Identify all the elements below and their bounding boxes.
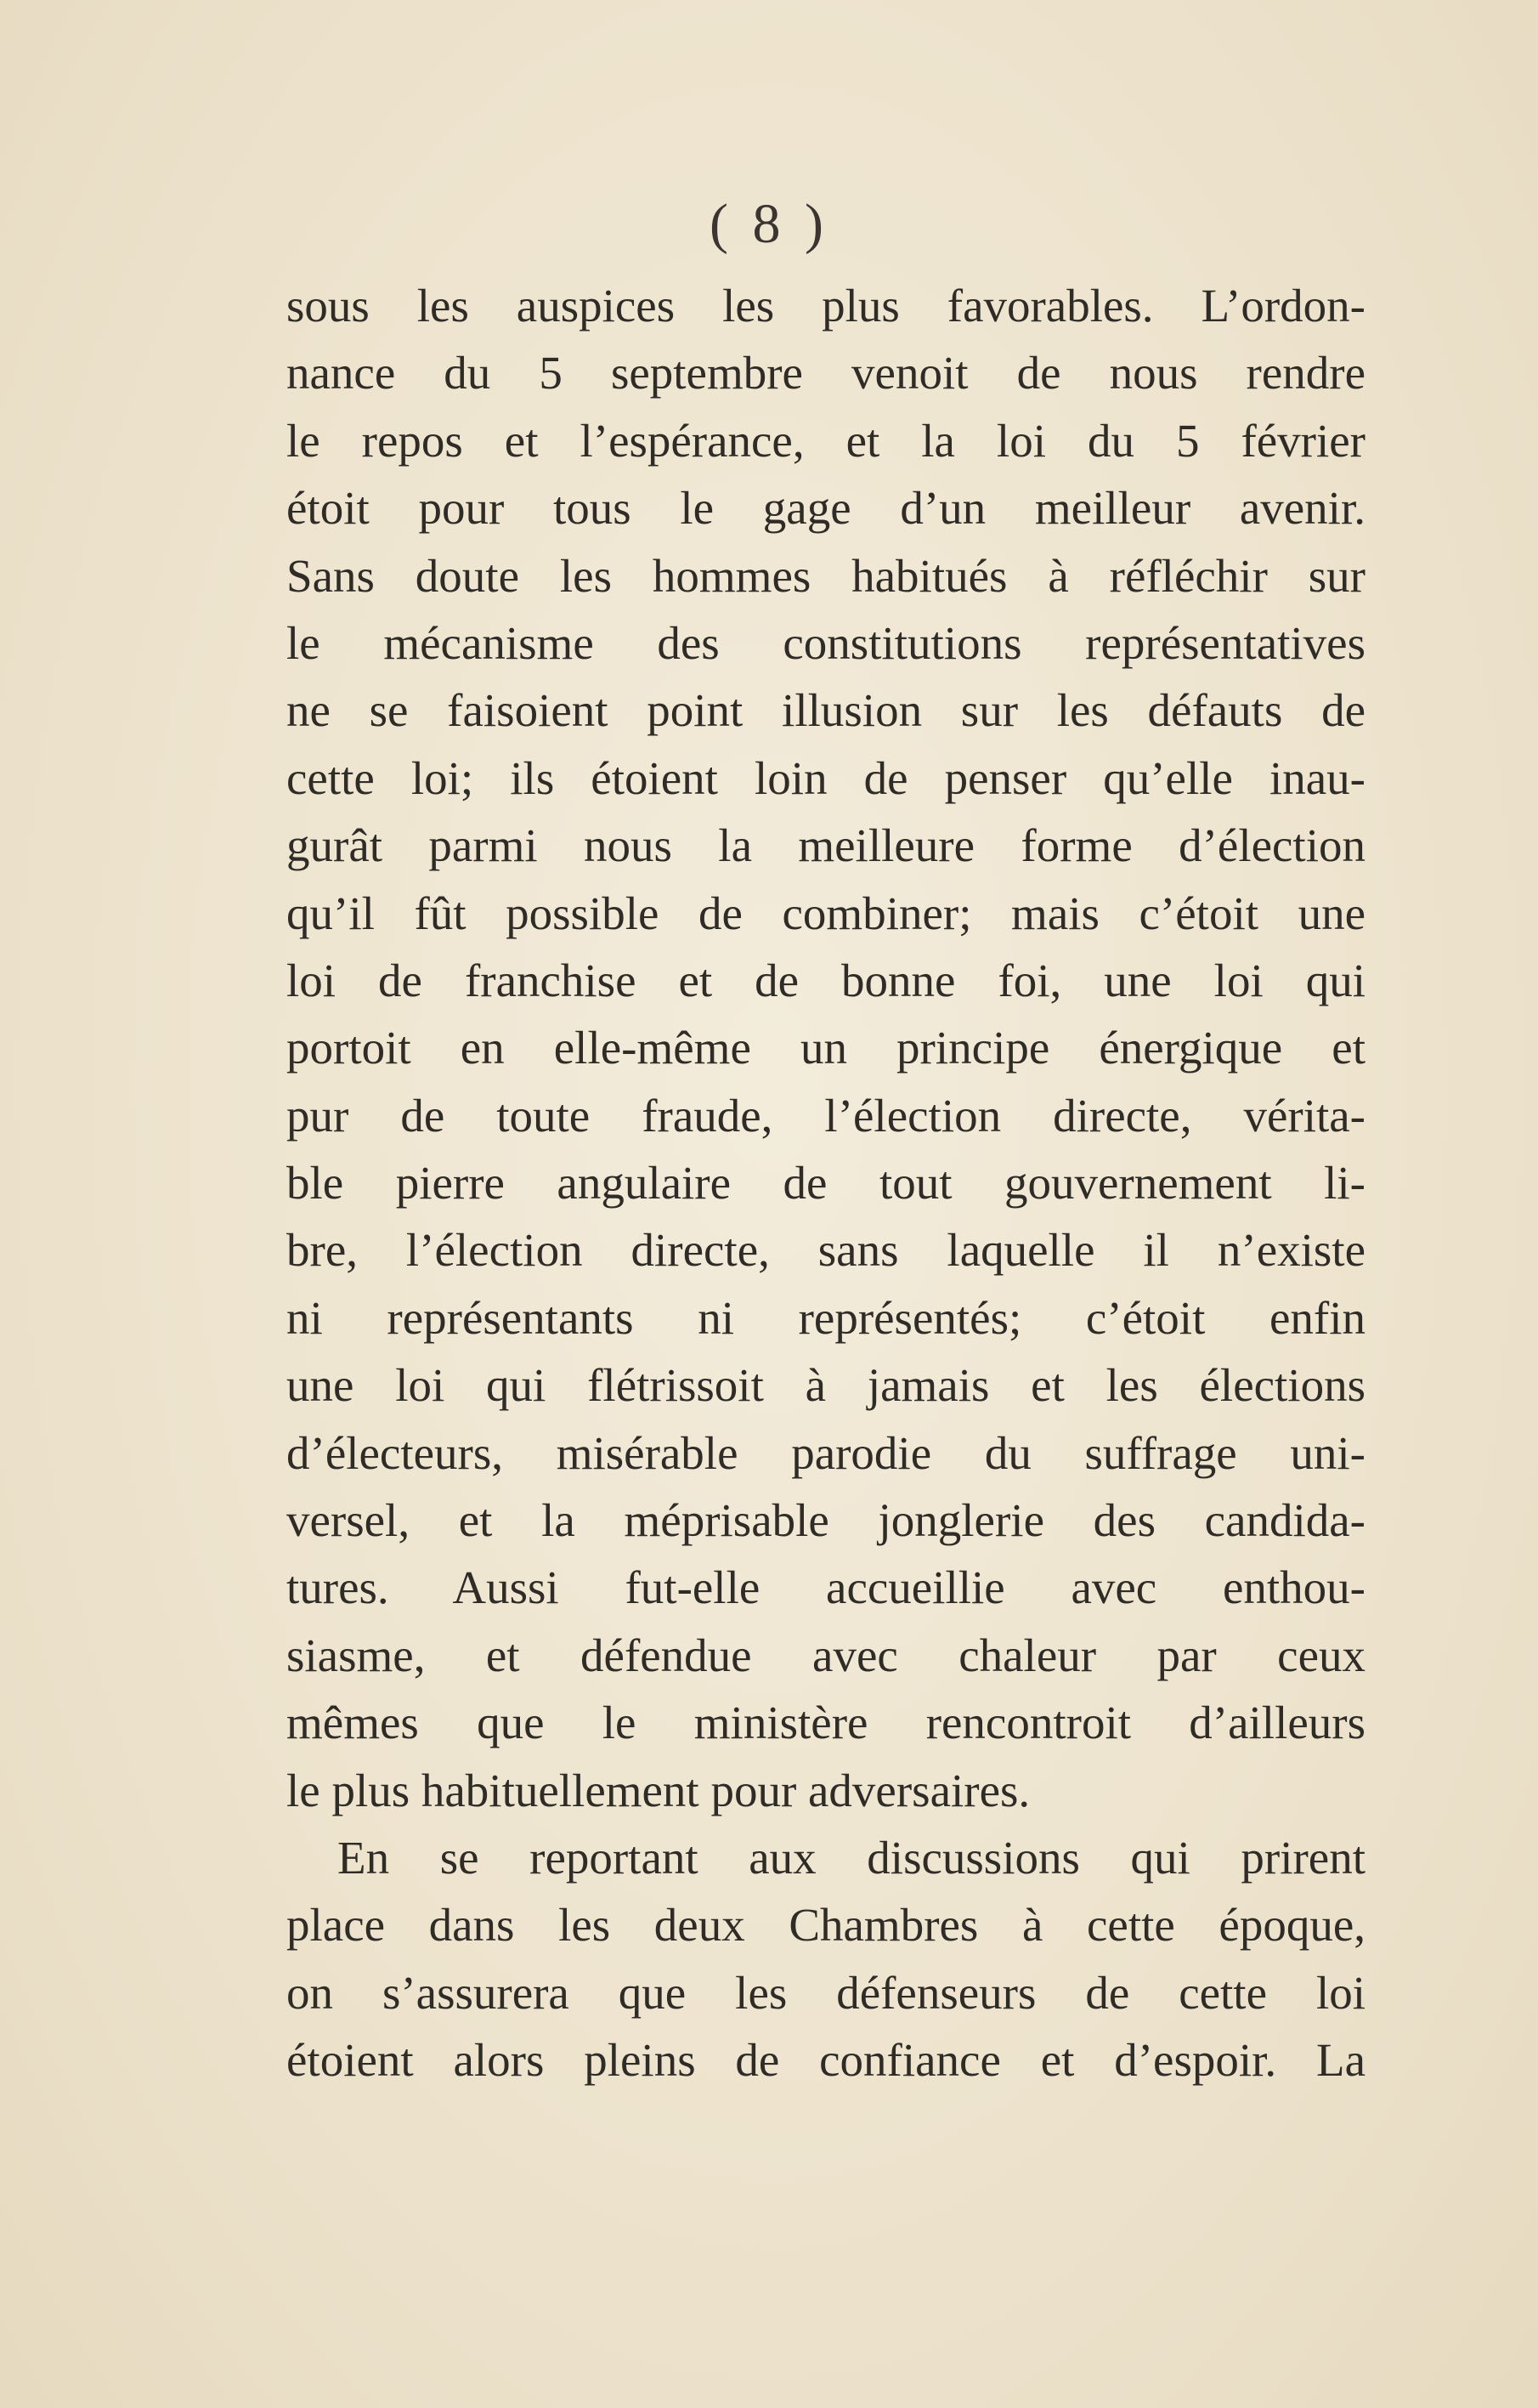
- text-line: mêmes que le ministère rencontroit d’ailleurs: [286, 1697, 1366, 1749]
- text-line: étoient alors pleins de confiance et d’espoir. La: [286, 2034, 1366, 2087]
- text-line: gurât parmi nous la meilleure forme d’élection: [286, 819, 1366, 872]
- page-number: ( 8 ): [710, 193, 828, 255]
- text-line: le repos et l’espérance, et la loi du 5 février: [286, 414, 1366, 467]
- text-line: ble pierre angulaire de tout gouvernement li-: [286, 1157, 1366, 1210]
- text-line: on s’assurera que les défenseurs de cette loi: [286, 1966, 1366, 2019]
- text-line: d’électeurs, misérable parodie du suffrage uni-: [286, 1426, 1366, 1479]
- text-line: sous les auspices les plus favorables. L’ordon-: [286, 280, 1366, 331]
- text-line: le mécanisme des constitutions représentatives: [286, 616, 1366, 669]
- text-line: pur de toute fraude, l’élection directe, vérita-: [286, 1089, 1366, 1142]
- paragraph-end-line: le plus habituellement pour adversaires.: [286, 1764, 1031, 1816]
- text-line: tures. Aussi fut-elle accueillie avec enthou-: [286, 1561, 1366, 1614]
- text-line: bre, l’élection directe, sans laquelle il n’existe: [286, 1224, 1366, 1277]
- text-line: ne se faisoient point illusion sur les défauts de: [286, 684, 1366, 737]
- text-line: portoit en elle-même un principe énergique et: [286, 1022, 1366, 1074]
- text-line: nance du 5 septembre venoit de nous rendre: [286, 347, 1366, 399]
- paragraph-start-line: En se reportant aux discussions qui prirent: [337, 1831, 1366, 1884]
- text-line: loi de franchise et de bonne foi, une loi qui: [286, 954, 1366, 1006]
- body-text: [286, 272, 1366, 2094]
- text-line: place dans les deux Chambres à cette époque,: [286, 1899, 1366, 1952]
- text-line: qu’il fût possible de combiner; mais c’étoit une: [286, 887, 1366, 939]
- text-line: une loi qui flétrissoit à jamais et les élections: [286, 1359, 1366, 1412]
- text-line: Sans doute les hommes habitués à réfléchir sur: [286, 549, 1366, 602]
- text-line: cette loi; ils étoient loin de penser qu’elle inau-: [286, 751, 1366, 804]
- text-line: ni représentants ni représentés; c’étoit enfin: [286, 1291, 1366, 1344]
- text-line: siasme, et défendue avec chaleur par ceux: [286, 1629, 1366, 1681]
- text-line: versel, et la méprisable jonglerie des candida-: [286, 1494, 1366, 1547]
- text-line: étoit pour tous le gage d’un meilleur avenir.: [286, 482, 1366, 535]
